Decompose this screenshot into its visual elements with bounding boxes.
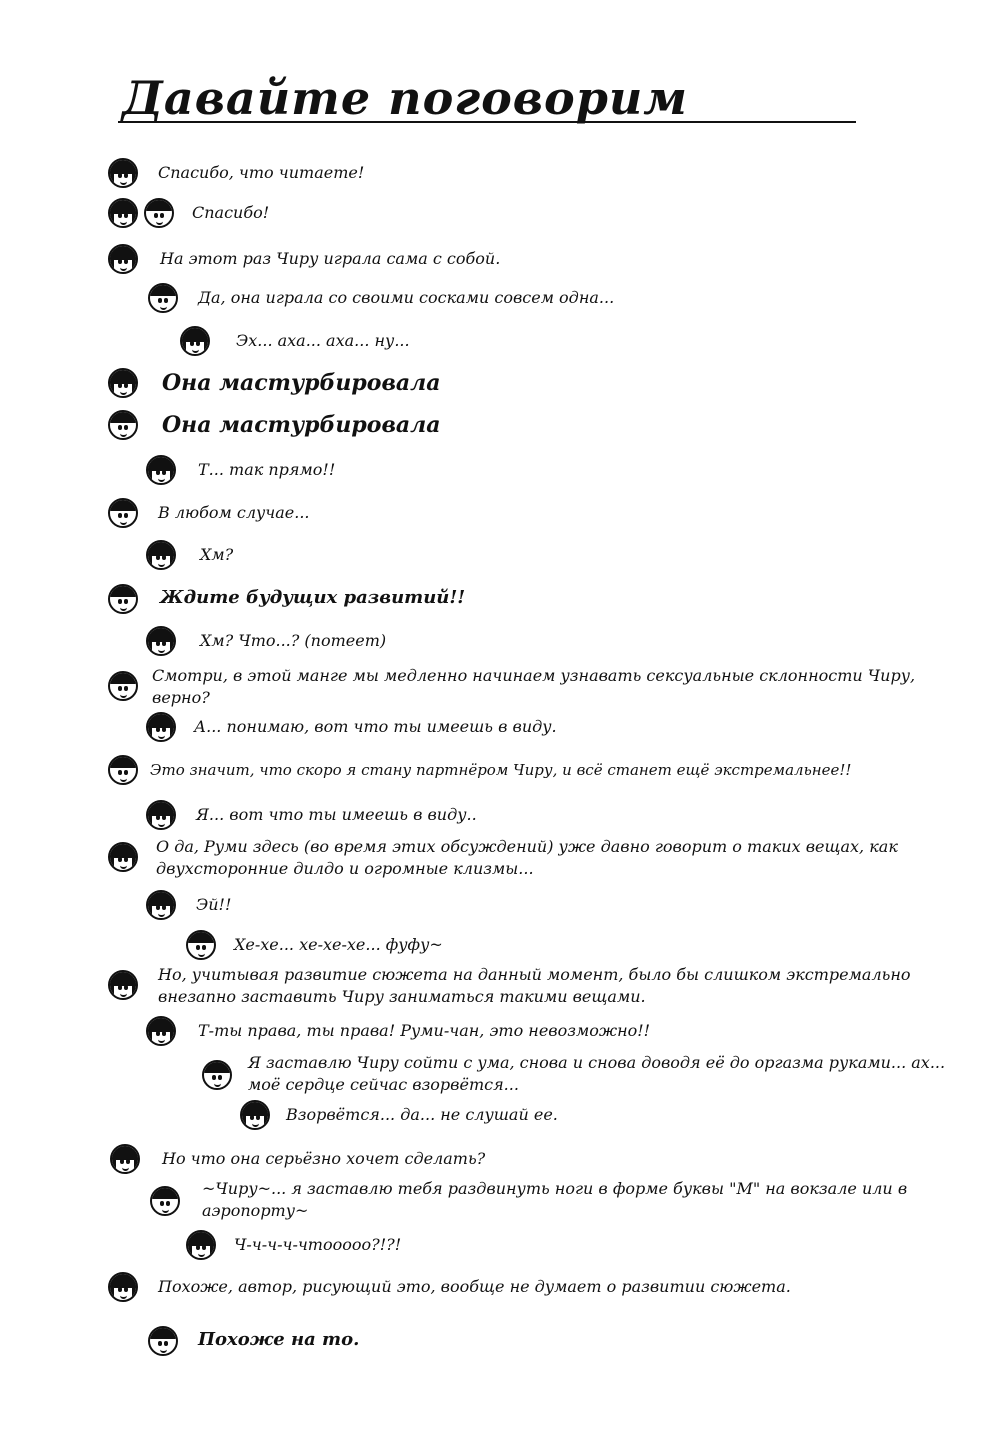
chiru-avatar-icon	[146, 712, 176, 742]
rumi-avatar-icon	[144, 198, 174, 228]
chiru-avatar-icon	[108, 368, 138, 398]
dialogue-text: О да, Руми здесь (во время этих обсуждений) уже давно говорит о таких вещах, как двухсторонние дилдо и огромные клизмы...	[156, 837, 898, 878]
dialogue-text: Но, учитывая развитие сюжета на данный момент, было бы слишком экстремально внезапно заставить Чиру заниматься такими вещами.	[158, 965, 911, 1006]
rumi-avatar-icon	[108, 671, 138, 701]
rumi-avatar-icon	[108, 498, 138, 528]
dialogue-text: Похоже, автор, рисующий это, вообще не думает о развитии сюжета.	[158, 1277, 791, 1296]
dialogue-text: Эх... аха... аха... ну...	[236, 331, 410, 350]
rumi-avatar-icon	[108, 584, 138, 614]
dialogue-text: Я... вот что ты имеешь в виду..	[196, 805, 477, 824]
dialogue-text: Хм? Что...? (потеет)	[200, 631, 387, 650]
rumi-avatar-icon	[186, 930, 216, 960]
chiru-avatar-icon	[146, 800, 176, 830]
dialogue-text: Она мастурбировала	[162, 370, 441, 396]
dialogue-text: Спасибо!	[192, 203, 270, 222]
chiru-avatar-icon	[240, 1100, 270, 1130]
dialogue-text: Да, она играла со своими сосками совсем одна...	[198, 288, 615, 307]
dialogue-text: Хм?	[200, 545, 234, 564]
dialogue-text: Эй!!	[196, 895, 232, 914]
chiru-avatar-icon	[146, 890, 176, 920]
dialogue-text: Ждите будущих развитий!!	[160, 587, 466, 608]
chiru-avatar-icon	[108, 1272, 138, 1302]
rumi-avatar-icon	[150, 1186, 180, 1216]
dialogue-text: Похоже на то.	[198, 1329, 360, 1350]
chiru-avatar-icon	[108, 970, 138, 1000]
chiru-avatar-icon	[108, 158, 138, 188]
chiru-avatar-icon	[108, 198, 138, 228]
rumi-avatar-icon	[202, 1060, 232, 1090]
chiru-avatar-icon	[110, 1144, 140, 1174]
dialogue-text: А... понимаю, вот что ты имеешь в виду.	[194, 717, 557, 736]
dialogue-text: В любом случае...	[158, 503, 310, 522]
dialogue-text: Взорвётся... да... не слушай ее.	[286, 1105, 558, 1124]
dialogue-text: Ч-ч-ч-ч-чтооооо?!?!	[234, 1235, 402, 1254]
rumi-avatar-icon	[148, 283, 178, 313]
dialogue-text: Спасибо, что читаете!	[158, 163, 365, 182]
dialogue-text: ~Чиру~... я заставлю тебя раздвинуть ноги в форме буквы "М" на вокзале или в аэропорту~	[202, 1179, 908, 1220]
page-title: Давайте поговорим	[122, 71, 689, 125]
chiru-avatar-icon	[146, 626, 176, 656]
chiru-avatar-icon	[108, 244, 138, 274]
dialogue-text: Т-ты права, ты права! Руми-чан, это невозможно!!	[198, 1021, 651, 1040]
dialogue-text: Это значит, что скоро я стану партнёром Чиру, и всё станет ещё экстремальнее!!	[150, 761, 852, 779]
chiru-avatar-icon	[146, 455, 176, 485]
dialogue-text: На этот раз Чиру играла сама с собой.	[160, 249, 501, 268]
rumi-avatar-icon	[108, 410, 138, 440]
chiru-avatar-icon	[146, 540, 176, 570]
dialogue-text: Она мастурбировала	[162, 412, 441, 438]
dialogue-text: Смотри, в этой манге мы медленно начинаем узнавать сексуальные склонности Чиру, верно?	[152, 666, 916, 707]
chiru-avatar-icon	[180, 326, 210, 356]
title-underline	[118, 121, 856, 123]
chiru-avatar-icon	[108, 842, 138, 872]
chiru-avatar-icon	[146, 1016, 176, 1046]
dialogue-text: Я заставлю Чиру сойти с ума, снова и снова доводя её до оргазма руками... ах... моё сердце сейчас взорвётся...	[248, 1053, 946, 1094]
chiru-avatar-icon	[186, 1230, 216, 1260]
rumi-avatar-icon	[108, 755, 138, 785]
dialogue-text: Хе-хе... хе-хе-хе... фуфу~	[234, 935, 443, 954]
rumi-avatar-icon	[148, 1326, 178, 1356]
dialogue-text: Но что она серьёзно хочет сделать?	[162, 1149, 486, 1168]
dialogue-text: Т... так прямо!!	[198, 460, 336, 479]
